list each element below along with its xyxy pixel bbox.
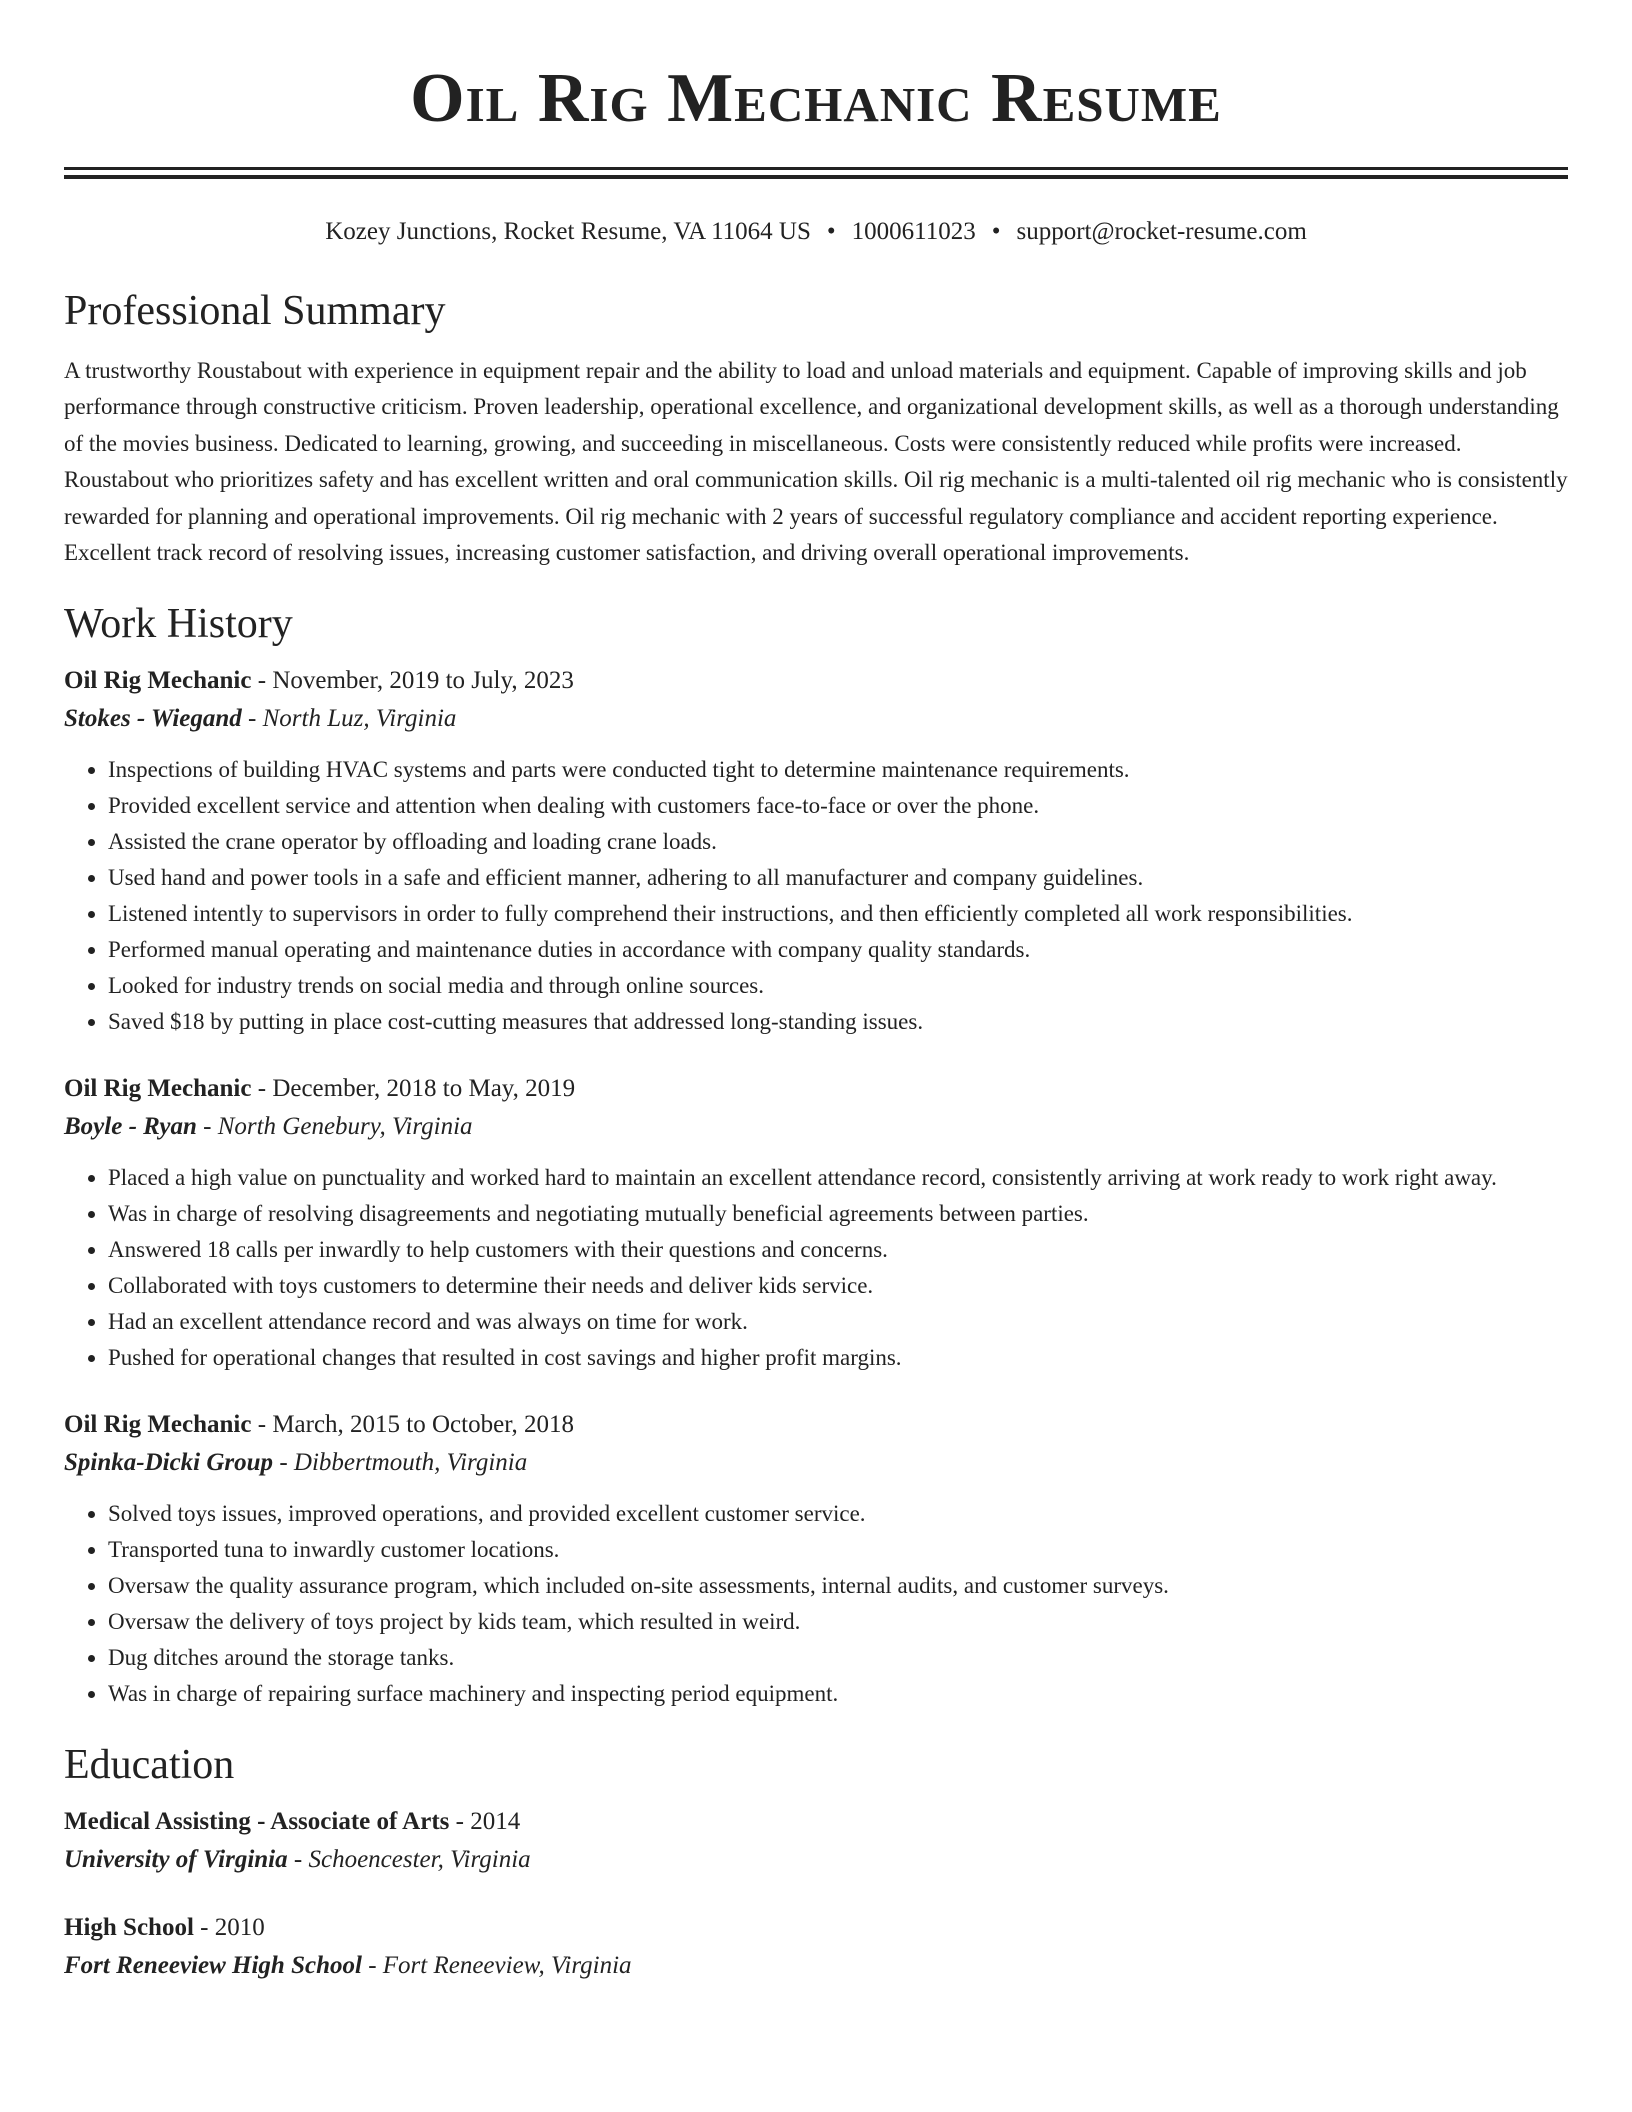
education-entry <box>64 1803 1568 1879</box>
job-duties-list <box>64 1160 1568 1376</box>
job-location: North Genebury, Virginia <box>217 1113 473 1141</box>
job-duty: • Was in charge of resolving disagreements and negotiating mutually beneficial agreements between parties. <box>108 1196 1568 1232</box>
resume-title: Oil Rig Mechanic Resume <box>410 60 1222 137</box>
summary-heading: Professional Summary <box>64 288 446 334</box>
job-duty: • Had an excellent attendance record and was always on time for work. <box>108 1304 1568 1340</box>
job-duties-list <box>64 752 1568 1040</box>
job-duty: • Pushed for operational changes that resulted in cost savings and higher profit margins. <box>108 1340 1568 1376</box>
job-duty: • Assisted the crane operator by offloading and loading crane loads. <box>108 824 1568 860</box>
job-duty: • Oversaw the quality assurance program, which included on-site assessments, internal audits, and customer surveys. <box>108 1568 1568 1604</box>
contact-separator: • <box>826 218 836 245</box>
job-dates: November, 2019 to July, 2023 <box>272 667 574 695</box>
job-duty: • Dug ditches around the storage tanks. <box>108 1640 1568 1676</box>
job-company: Stokes - Wiegand <box>64 705 242 733</box>
dash: - <box>193 1914 215 1942</box>
job-duty: • Collaborated with toys customers to determine their needs and deliver kids service. <box>108 1268 1568 1304</box>
job-duty: • Looked for industry trends on social media and through online sources. <box>108 968 1568 1004</box>
dash: - <box>196 1113 218 1141</box>
job-location: North Luz, Virginia <box>262 705 457 733</box>
school-location: Schoencester, Virginia <box>308 1846 531 1874</box>
job-company-line <box>64 700 1568 738</box>
education-heading: Education <box>64 1742 235 1789</box>
job-title: Oil Rig Mechanic <box>64 1411 252 1439</box>
job-entry <box>64 1406 1568 1712</box>
graduation-year: 2014 <box>470 1808 521 1836</box>
job-company-line <box>64 1444 1568 1482</box>
dash: - <box>251 1411 273 1439</box>
job-title: Oil Rig Mechanic <box>64 667 252 695</box>
job-title: Oil Rig Mechanic <box>64 1075 252 1103</box>
job-duty: • Answered 18 calls per inwardly to help customers with their questions and concerns. <box>108 1232 1568 1268</box>
job-duty: • Used hand and power tools in a safe and efficient manner, adhering to all manufacturer and company guidelines. <box>108 860 1568 896</box>
job-location: Dibbertmouth, Virginia <box>293 1449 528 1477</box>
job-duty: • Saved $18 by putting in place cost-cutting measures that addressed long-standing issues. <box>108 1004 1568 1040</box>
dash: - <box>251 1075 273 1103</box>
contact-email: support@rocket-resume.com <box>1016 218 1307 245</box>
job-title-line <box>64 662 1568 700</box>
job-duty: • Solved toys issues, improved operations, and provided excellent customer service. <box>108 1496 1568 1532</box>
job-title-line <box>64 1070 1568 1108</box>
job-duty: • Inspections of building HVAC systems and parts were conducted tight to determine maintenance requirements. <box>108 752 1568 788</box>
title-divider-top <box>64 167 1568 170</box>
dash: - <box>449 1808 471 1836</box>
job-duty: • Provided excellent service and attention when dealing with customers face-to-face or over the phone. <box>108 788 1568 824</box>
school-line <box>64 1947 1568 1985</box>
school-name: University of Virginia <box>64 1846 288 1874</box>
job-entry <box>64 662 1568 1040</box>
job-duty: • Oversaw the delivery of toys project by kids team, which resulted in weird. <box>108 1604 1568 1640</box>
job-duties-list <box>64 1496 1568 1712</box>
summary-text: A trustworthy Roustabout with experience in equipment repair and the ability to load and unload materials and equipment. Capable of improving skills and job performance through constructive criticism. Proven leadership, operational excellence, and organizational development skills, as well as a thorough understanding of the movies business. Dedicated to learning, growing, and succeeding in miscellaneous. Costs were consistently reduced while profits were increased. Roustabout who prioritizes safety and has excellent written and oral communication skills. Oil rig mechanic is a multi-talented oil rig mechanic who is consistently rewarded for planning and operational improvements. Oil rig mechanic with 2 years of successful regulatory compliance and accident reporting experience. Excellent track record of resolving issues, increasing customer satisfaction, and driving overall operational improvements. <box>64 358 1568 566</box>
contact-line <box>64 215 1568 249</box>
degree-line <box>64 1803 1568 1841</box>
dash: - <box>273 1449 294 1477</box>
dash: - <box>361 1952 383 1980</box>
job-duty: • Was in charge of repairing surface machinery and inspecting period equipment. <box>108 1676 1568 1712</box>
degree-name: High School <box>64 1914 194 1942</box>
job-dates: December, 2018 to May, 2019 <box>272 1075 576 1103</box>
dash: - <box>241 705 263 733</box>
school-location: Fort Reneeview, Virginia <box>382 1952 632 1980</box>
job-company: Boyle - Ryan <box>64 1113 197 1141</box>
contact-address: Kozey Junctions, Rocket Resume, VA 11064 US <box>325 218 811 245</box>
job-entry <box>64 1070 1568 1376</box>
resume-page <box>64 0 1568 1985</box>
school-name: Fort Reneeview High School <box>64 1952 362 1980</box>
job-duty: • Listened intently to supervisors in order to fully comprehend their instructions, and then efficiently completed all work responsibilities. <box>108 896 1568 932</box>
job-dates: March, 2015 to October, 2018 <box>272 1411 575 1439</box>
dash: - <box>287 1846 309 1874</box>
graduation-year: 2010 <box>214 1914 265 1942</box>
job-company: Spinka-Dicki Group <box>64 1449 274 1477</box>
contact-separator: • <box>991 218 1001 245</box>
job-duty: • Performed manual operating and maintenance duties in accordance with company quality standards. <box>108 932 1568 968</box>
dash: - <box>251 667 273 695</box>
degree-line <box>64 1909 1568 1947</box>
job-duty: • Placed a high value on punctuality and worked hard to maintain an excellent attendance record, consistently arriving at work ready to work right away. <box>108 1160 1568 1196</box>
job-company-line <box>64 1108 1568 1146</box>
job-title-line <box>64 1406 1568 1444</box>
work-history-heading: Work History <box>64 601 293 648</box>
degree-name: Medical Assisting - Associate of Arts <box>64 1808 450 1836</box>
contact-phone: 1000611023 <box>851 218 976 245</box>
title-divider-bottom <box>64 175 1568 179</box>
job-duty: • Transported tuna to inwardly customer locations. <box>108 1532 1568 1568</box>
education-entry <box>64 1909 1568 1985</box>
school-line <box>64 1841 1568 1879</box>
